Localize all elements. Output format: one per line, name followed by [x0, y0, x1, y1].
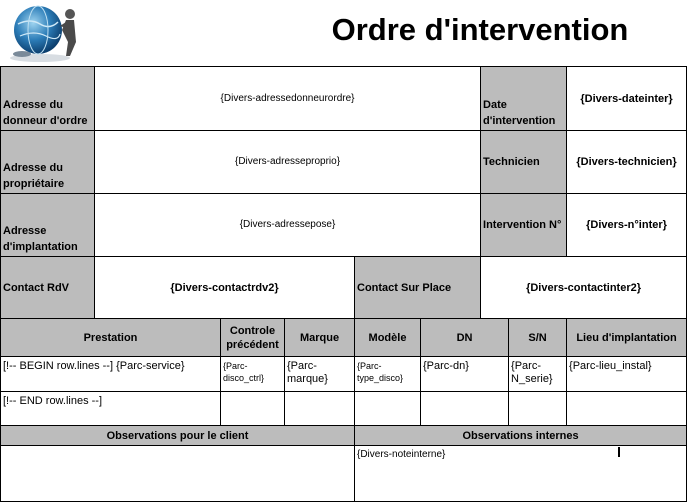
- observations-row: [1, 446, 687, 502]
- observations-client-header: Observations pour le client: [1, 426, 355, 446]
- table-row: [1, 357, 687, 392]
- col-sn-header: S/N: [509, 319, 567, 357]
- table-row-end: [1, 392, 687, 426]
- controle-cell: {Parc-disco_ctrl}: [221, 357, 285, 392]
- donneur-label: Adresse du donneur d'ordre: [1, 67, 95, 131]
- company-logo: [0, 0, 86, 64]
- technicien-value: {Divers-technicien}: [567, 131, 687, 194]
- empty-cell: [567, 392, 687, 426]
- observations-interne-header: Observations internes: [355, 426, 687, 446]
- implantation-label: Adresse d'implantation: [1, 194, 95, 257]
- empty-cell: [421, 392, 509, 426]
- proprietaire-value: {Divers-adresseproprio}: [95, 131, 481, 194]
- col-lieu-header: Lieu d'implantation: [567, 319, 687, 357]
- modele-cell: {Parc-type_disco}: [355, 357, 421, 392]
- empty-cell: [285, 392, 355, 426]
- technicien-label: Technicien: [481, 131, 567, 194]
- col-prestation-header: Prestation: [1, 319, 221, 357]
- proprietaire-label: Adresse du propriétaire: [1, 131, 95, 194]
- sn-cell: {Parc-N_serie}: [509, 357, 567, 392]
- contact-place-value: {Divers-contactinter2}: [481, 257, 687, 319]
- col-modele-header: Modèle: [355, 319, 421, 357]
- intervention-label: Intervention N°: [481, 194, 567, 257]
- dn-cell: {Parc-dn}: [421, 357, 509, 392]
- col-marque-header: Marque: [285, 319, 355, 357]
- page-title: Ordre d'intervention: [331, 12, 629, 47]
- date-value: {Divers-dateinter}: [567, 67, 687, 131]
- end-row-cell: [!-- END row.lines --]: [1, 392, 221, 426]
- col-controle-header: Controle précédent: [221, 319, 285, 357]
- donneur-value: {Divers-adressedonneurordre}: [95, 67, 481, 131]
- date-label: Date d'intervention: [481, 67, 567, 131]
- marque-cell: {Parc-marque}: [285, 357, 355, 392]
- observations-interne-cell: {Divers-noteinterne}: [355, 446, 687, 502]
- info-row-implantation: [1, 194, 687, 257]
- info-row-donneur: [1, 67, 687, 131]
- info-row-proprietaire: [1, 131, 687, 194]
- prestation-cell: [!-- BEGIN row.lines --] {Parc-service}: [1, 357, 221, 392]
- empty-cell: [509, 392, 567, 426]
- contact-place-label: Contact Sur Place: [355, 257, 481, 319]
- intervention-form: [0, 66, 692, 504]
- text-cursor: [618, 447, 620, 457]
- prestation-header-row: [1, 319, 687, 357]
- empty-cell: [355, 392, 421, 426]
- form-table: [0, 66, 687, 502]
- contact-rdv-label: Contact RdV: [1, 257, 95, 319]
- intervention-value: {Divers-n°inter}: [567, 194, 687, 257]
- empty-cell: [221, 392, 285, 426]
- globe-figure-logo-icon: [0, 0, 86, 64]
- col-dn-header: DN: [421, 319, 509, 357]
- info-row-contacts: [1, 257, 687, 319]
- lieu-cell: {Parc-lieu_instal}: [567, 357, 687, 392]
- observations-client-cell: [1, 446, 355, 502]
- observations-header-row: [1, 426, 687, 446]
- contact-rdv-value: {Divers-contactrdv2}: [95, 257, 355, 319]
- implantation-value: {Divers-adressepose}: [95, 194, 481, 257]
